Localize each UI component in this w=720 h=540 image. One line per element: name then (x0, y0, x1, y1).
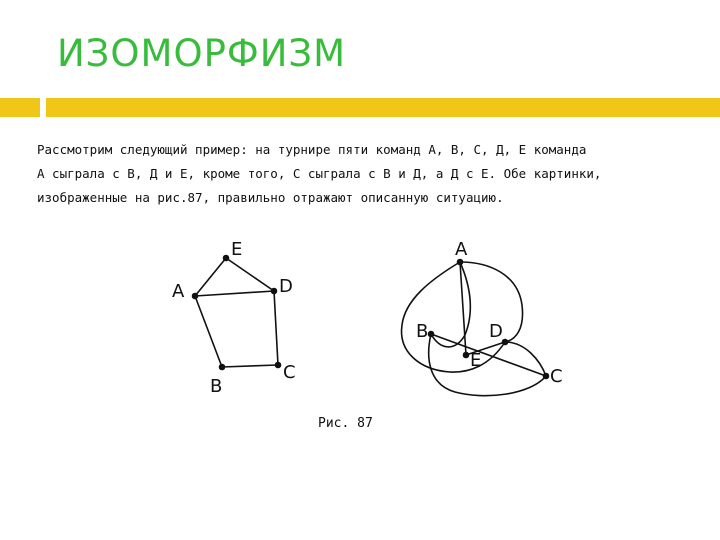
slide-title: ИЗОМОРФИЗМ (57, 32, 347, 75)
node-right-A (458, 260, 463, 265)
node-left-E (224, 256, 229, 261)
label-right-A: A (455, 239, 468, 260)
label-right-C: C (550, 366, 563, 387)
node-right-C (544, 374, 549, 379)
edge-A-B (195, 296, 222, 367)
label-left-B: B (210, 376, 223, 397)
text-line-1: Рассмотрим следующий пример: на турнире пяти команд A, B, C, Д, E команда (37, 142, 587, 157)
right-graph (402, 239, 563, 396)
figure-caption: Рис. 87 (318, 416, 373, 431)
label-left-A: A (172, 281, 185, 302)
node-right-D (503, 340, 508, 345)
label-right-E: E (470, 350, 482, 371)
problem-text (37, 138, 702, 210)
node-left-D (272, 289, 277, 294)
edge-E-D (226, 258, 274, 291)
text-line-2: A сыграла с B, Д и E, кроме того, C сыграла с B и Д, а Д с E. Обе картинки, (37, 166, 602, 181)
text-line-3: изображенные на рис.87, правильно отражают описанную ситуацию. (37, 190, 504, 205)
edge-A-E (195, 258, 226, 296)
node-left-A (193, 294, 198, 299)
node-left-C (276, 363, 281, 368)
edge-B-C (222, 365, 278, 367)
label-right-B: B (416, 321, 429, 342)
edge-A-D (195, 291, 274, 296)
label-right-D: D (489, 321, 503, 342)
edge-B-outer-right (429, 334, 546, 396)
label-left-E: E (231, 239, 243, 260)
label-left-D: D (279, 276, 293, 297)
accent-bar-right (46, 98, 720, 117)
graph-figure (160, 228, 580, 408)
node-right-E (464, 353, 469, 358)
node-left-B (220, 365, 225, 370)
left-graph (172, 239, 296, 397)
edge-A-B-right (431, 262, 470, 347)
node-right-B (429, 332, 434, 337)
label-left-C: C (283, 362, 296, 383)
edge-C-D-right (505, 342, 546, 376)
edge-D-C (274, 291, 278, 365)
accent-bar-left (0, 98, 40, 117)
